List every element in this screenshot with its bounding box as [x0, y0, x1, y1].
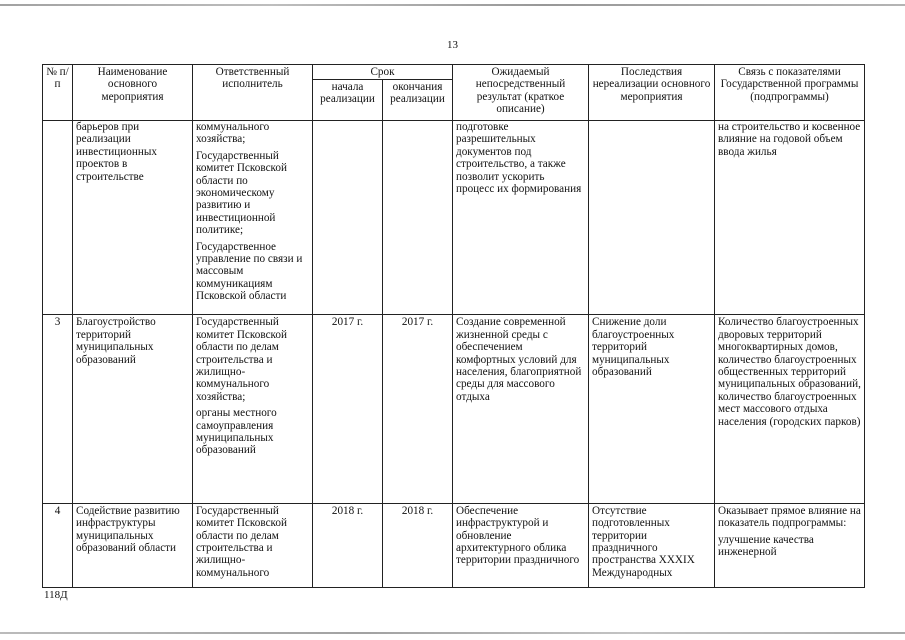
- executor-line: Государственный комитет Псковской области по экономическому развитию и инвестиционной политике;: [196, 149, 287, 237]
- row-result: подготовке разрешительных документов под строительство, а также позволит ускорить процесс их формирования: [453, 121, 589, 315]
- row-num: 3: [43, 315, 73, 503]
- executor-line: Государственный комитет Псковской области по делам строительства и жилищно-коммунального хозяйства;: [196, 316, 287, 403]
- activities-table: [42, 64, 865, 588]
- row-consequences: [589, 121, 715, 315]
- scan-top-edge: [0, 4, 905, 6]
- row-end: 2017 г.: [383, 315, 453, 503]
- page-number: 13: [447, 39, 458, 51]
- link-line: на строительство и косвенное влияние на годовой объем ввода жилья: [718, 121, 861, 158]
- row-executor: [193, 121, 313, 315]
- executor-line: органы местного самоуправления муниципальных образований: [196, 407, 277, 457]
- row-name: Благоустройство территорий муниципальных образований: [73, 315, 193, 503]
- header-result: Ожидаемый непосредственный результат (краткое описание): [453, 65, 589, 121]
- table-row: [43, 315, 865, 503]
- row-num: 4: [43, 503, 73, 587]
- row-result: Создание современной жизненной среды с обеспечением комфортных условий для населения, благоприятной среды для массового отдыха: [453, 315, 589, 503]
- header-num: № п/п: [43, 65, 73, 121]
- row-executor: [193, 315, 313, 503]
- row-num: [43, 121, 73, 315]
- scan-bottom-edge: [0, 632, 905, 634]
- header-end: окончания реализации: [383, 80, 453, 121]
- row-name: Содействие развитию инфраструктуры муниципальных образований области: [73, 503, 193, 587]
- row-result: Обеспечение инфраструктурой и обновление архитектурного облика территории праздничного: [453, 503, 589, 587]
- executor-line: Государственное управление по связи и массовым коммуникациям Псковской области: [196, 240, 303, 303]
- executor-line: коммунального хозяйства;: [196, 121, 270, 146]
- row-consequences: Снижение доли благоустроенных территорий муниципальных образований: [589, 315, 715, 503]
- table-row: [43, 121, 865, 315]
- header-start: начала реализации: [313, 80, 383, 121]
- footer-code: 118Д: [44, 589, 68, 601]
- header-name: Наименование основного мероприятия: [73, 65, 193, 121]
- row-end: 2018 г.: [383, 503, 453, 587]
- header-link: Связь с показателями Государственной программы (подпрограммы): [715, 65, 865, 121]
- header-executor: Ответственный исполнитель: [193, 65, 313, 121]
- row-link: [715, 121, 865, 315]
- row-executor: [193, 503, 313, 587]
- row-link: [715, 315, 865, 503]
- row-consequences: Отсутствие подготовленных территории праздничного пространства XXXIX Международных: [589, 503, 715, 587]
- row-link: [715, 503, 865, 587]
- row-name: барьеров при реализации инвестиционных проектов в строительстве: [73, 121, 193, 315]
- link-line: Количество благоустроенных дворовых территорий многоквартирных домов, количество благоустроенных общественных территорий муниципальных образований, количество благоустроенных мест массового отдыха населения (городских парков): [718, 316, 861, 428]
- executor-line: Государственный комитет Псковской области по делам строительства и жилищно-коммунального: [196, 504, 287, 579]
- header-consequences: Последствия нереализации основного мероприятия: [589, 65, 715, 121]
- row-start: 2017 г.: [313, 315, 383, 503]
- row-start: 2018 г.: [313, 503, 383, 587]
- link-line: Оказывает прямое влияние на показатель подпрограммы:: [718, 504, 861, 530]
- row-start: [313, 121, 383, 315]
- link-line: улучшение качества инженерной: [718, 533, 814, 559]
- header-term: Срок: [313, 65, 453, 80]
- table-row: [43, 503, 865, 587]
- row-end: [383, 121, 453, 315]
